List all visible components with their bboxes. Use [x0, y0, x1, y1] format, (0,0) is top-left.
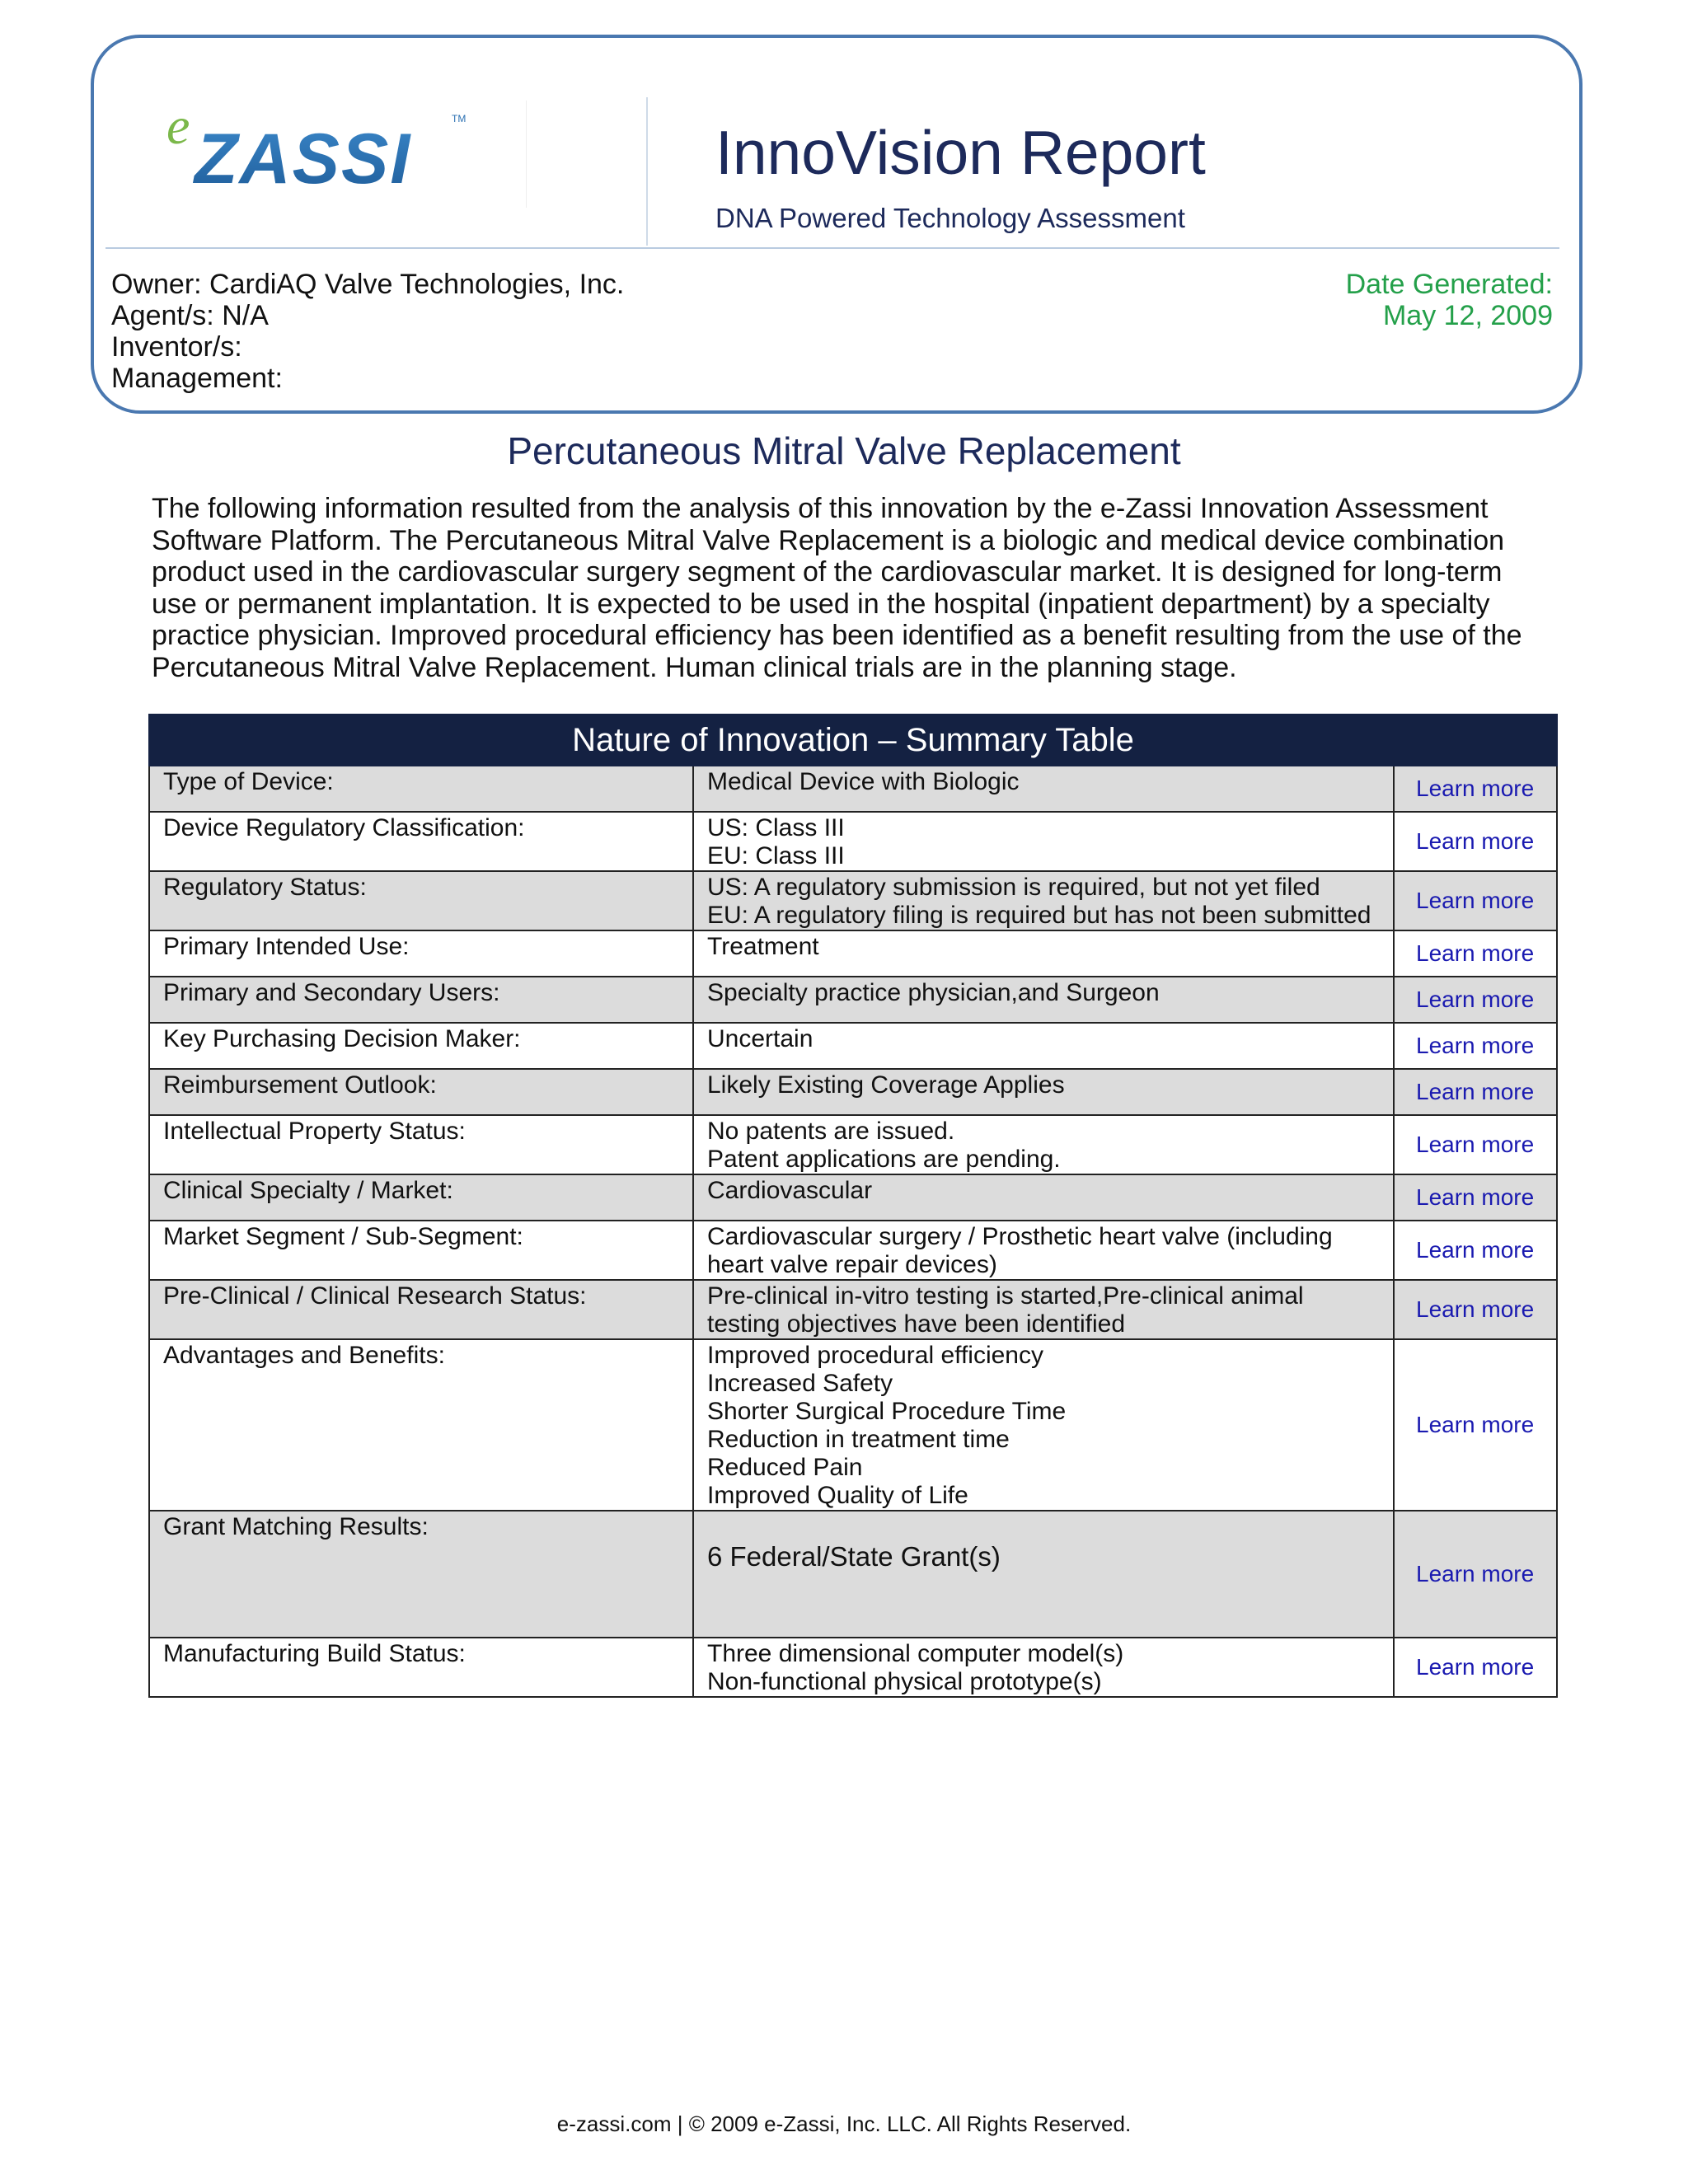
- row-label: Device Regulatory Classification:: [149, 812, 693, 871]
- row-value: [693, 1339, 1394, 1511]
- table-row: [149, 812, 1557, 871]
- row-link-cell: [1394, 871, 1557, 930]
- summary-table-header-row: [149, 715, 1557, 766]
- learn-more-link[interactable]: Learn more: [1416, 1561, 1535, 1586]
- row-value-line: 6 Federal/State Grant(s): [707, 1541, 1001, 1572]
- row-label: Grant Matching Results:: [149, 1511, 693, 1638]
- learn-more-link[interactable]: Learn more: [1416, 1184, 1535, 1210]
- table-row: [149, 1174, 1557, 1221]
- row-link-cell: [1394, 1221, 1557, 1280]
- row-value-line: EU: A regulatory filing is required but has not been submitted: [707, 902, 1372, 929]
- inventors-line: Inventor/s:: [111, 331, 242, 363]
- row-label: Type of Device:: [149, 766, 693, 812]
- table-row: [149, 1511, 1557, 1638]
- learn-more-link[interactable]: Learn more: [1416, 1079, 1535, 1104]
- learn-more-link[interactable]: Learn more: [1416, 1132, 1535, 1157]
- row-value: [693, 930, 1394, 977]
- learn-more-link[interactable]: Learn more: [1416, 776, 1535, 801]
- row-value-line: testing objectives have been identified: [707, 1310, 1126, 1338]
- learn-more-link[interactable]: Learn more: [1416, 828, 1535, 854]
- table-row: [149, 766, 1557, 812]
- table-row: [149, 871, 1557, 930]
- table-row: [149, 930, 1557, 977]
- intro-paragraph: The following information resulted from the analysis of this innovation by the e-Zassi Innovation Assessment Software Platform. The Percutaneous Mitral Valve Replacement is a biologic and medical device combination product used in the cardiovascular surgery segment of the cardiovascular market. It is designed for long-term use or permanent implantation. It is expected to be used in the hospital (inpatient department) by a specialty practice physician. Improved procedural efficiency has been identified as a benefit resulting from the use of the Percutaneous Mitral Valve Replacement. Human clinical trials are in the planning stage.: [152, 493, 1522, 683]
- table-row: [149, 1023, 1557, 1069]
- report-subtitle: DNA Powered Technology Assessment: [715, 203, 1185, 233]
- row-value: [693, 871, 1394, 930]
- management-line: Management:: [111, 363, 283, 394]
- logo-wordmark: ZASSI: [195, 120, 412, 191]
- header-vertical-divider: [646, 97, 648, 246]
- row-link-cell: [1394, 930, 1557, 977]
- row-label: Primary Intended Use:: [149, 930, 693, 977]
- header-horizontal-divider: [106, 247, 1559, 249]
- table-row: [149, 1280, 1557, 1339]
- row-value-line: Cardiovascular surgery / Prosthetic heart valve (including: [707, 1223, 1333, 1250]
- row-value-line: Non-functional physical prototype(s): [707, 1668, 1102, 1695]
- table-row: [149, 1221, 1557, 1280]
- row-link-cell: [1394, 1511, 1557, 1638]
- row-value-line: Improved procedural efficiency: [707, 1342, 1043, 1369]
- learn-more-link[interactable]: Learn more: [1416, 1033, 1535, 1058]
- row-label: Regulatory Status:: [149, 871, 693, 930]
- agents-line: Agent/s: N/A: [111, 300, 269, 331]
- row-value: [693, 1511, 1394, 1638]
- row-value: [693, 1023, 1394, 1069]
- table-row: [149, 1638, 1557, 1697]
- row-link-cell: [1394, 977, 1557, 1023]
- row-link-cell: [1394, 1339, 1557, 1511]
- summary-table-body: [149, 766, 1557, 1697]
- row-value-line: Reduced Pain: [707, 1454, 863, 1481]
- learn-more-link[interactable]: Learn more: [1416, 940, 1535, 966]
- row-value-line: Likely Existing Coverage Applies: [707, 1071, 1065, 1099]
- date-label: Date Generated:: [1345, 269, 1553, 300]
- logo-tm: TM: [452, 113, 467, 124]
- row-value-line: Improved Quality of Life: [707, 1482, 968, 1509]
- row-link-cell: [1394, 1115, 1557, 1174]
- row-link-cell: [1394, 1280, 1557, 1339]
- row-value-line: Medical Device with Biologic: [707, 768, 1020, 795]
- row-link-cell: [1394, 1023, 1557, 1069]
- row-value-line: Shorter Surgical Procedure Time: [707, 1398, 1067, 1425]
- row-link-cell: [1394, 1069, 1557, 1115]
- row-link-cell: [1394, 1174, 1557, 1221]
- row-value-line: Patent applications are pending.: [707, 1146, 1061, 1173]
- row-value-line: Cardiovascular: [707, 1177, 873, 1204]
- row-label: Market Segment / Sub-Segment:: [149, 1221, 693, 1280]
- logo-e-glyph: e: [166, 101, 190, 155]
- table-row: [149, 1339, 1557, 1511]
- row-value: [693, 1174, 1394, 1221]
- report-title: InnoVision Report: [715, 118, 1206, 187]
- row-link-cell: [1394, 1638, 1557, 1697]
- row-value-line: Three dimensional computer model(s): [707, 1640, 1124, 1667]
- owner-line: Owner: CardiAQ Valve Technologies, Inc.: [111, 269, 625, 300]
- row-value: [693, 1115, 1394, 1174]
- row-label: Reimbursement Outlook:: [149, 1069, 693, 1115]
- row-value: [693, 1069, 1394, 1115]
- learn-more-link[interactable]: Learn more: [1416, 987, 1535, 1012]
- section-title: Percutaneous Mitral Valve Replacement: [507, 429, 1181, 472]
- logo-divider: [526, 101, 527, 208]
- row-value-line: US: Class III: [707, 814, 845, 841]
- row-value-line: EU: Class III: [707, 842, 845, 869]
- learn-more-link[interactable]: Learn more: [1416, 1296, 1535, 1322]
- date-generated: [1346, 269, 1553, 331]
- row-label: Pre-Clinical / Clinical Research Status:: [149, 1280, 693, 1339]
- learn-more-link[interactable]: Learn more: [1416, 1412, 1535, 1437]
- row-label: Advantages and Benefits:: [149, 1339, 693, 1511]
- row-link-cell: [1394, 812, 1557, 871]
- page-footer: e-zassi.com | © 2009 e-Zassi, Inc. LLC. All Rights Reserved.: [556, 2111, 1132, 2136]
- learn-more-link[interactable]: Learn more: [1416, 1237, 1535, 1263]
- row-label: Manufacturing Build Status:: [149, 1638, 693, 1697]
- row-value: [693, 1221, 1394, 1280]
- row-value-line: US: A regulatory submission is required, but not yet filed: [707, 874, 1320, 901]
- row-value: [693, 977, 1394, 1023]
- ezassi-logo: [165, 101, 495, 191]
- learn-more-link[interactable]: Learn more: [1416, 888, 1535, 913]
- row-value: [693, 812, 1394, 871]
- row-value: [693, 1638, 1394, 1697]
- table-row: [149, 1115, 1557, 1174]
- learn-more-link[interactable]: Learn more: [1416, 1654, 1535, 1680]
- row-value-line: Specialty practice physician,and Surgeon: [707, 979, 1160, 1006]
- row-label: Clinical Specialty / Market:: [149, 1174, 693, 1221]
- date-value: May 12, 2009: [1382, 300, 1553, 331]
- row-label: Intellectual Property Status:: [149, 1115, 693, 1174]
- owner-info: [111, 269, 624, 394]
- row-link-cell: [1394, 766, 1557, 812]
- summary-table-title: Nature of Innovation – Summary Table: [149, 715, 1557, 766]
- row-value-line: Uncertain: [707, 1025, 814, 1052]
- row-value-line: No patents are issued.: [707, 1118, 955, 1145]
- row-label: Key Purchasing Decision Maker:: [149, 1023, 693, 1069]
- row-value-line: Reduction in treatment time: [707, 1426, 1010, 1453]
- row-value-line: Pre-clinical in-vitro testing is started,Pre-clinical animal: [707, 1282, 1304, 1310]
- row-value: [693, 766, 1394, 812]
- summary-table: [148, 714, 1558, 1698]
- table-row: [149, 1069, 1557, 1115]
- row-value-line: Increased Safety: [707, 1370, 893, 1397]
- row-label: Primary and Secondary Users:: [149, 977, 693, 1023]
- row-value: [693, 1280, 1394, 1339]
- row-value-line: Treatment: [707, 933, 819, 960]
- row-value-line: heart valve repair devices): [707, 1251, 997, 1278]
- table-row: [149, 977, 1557, 1023]
